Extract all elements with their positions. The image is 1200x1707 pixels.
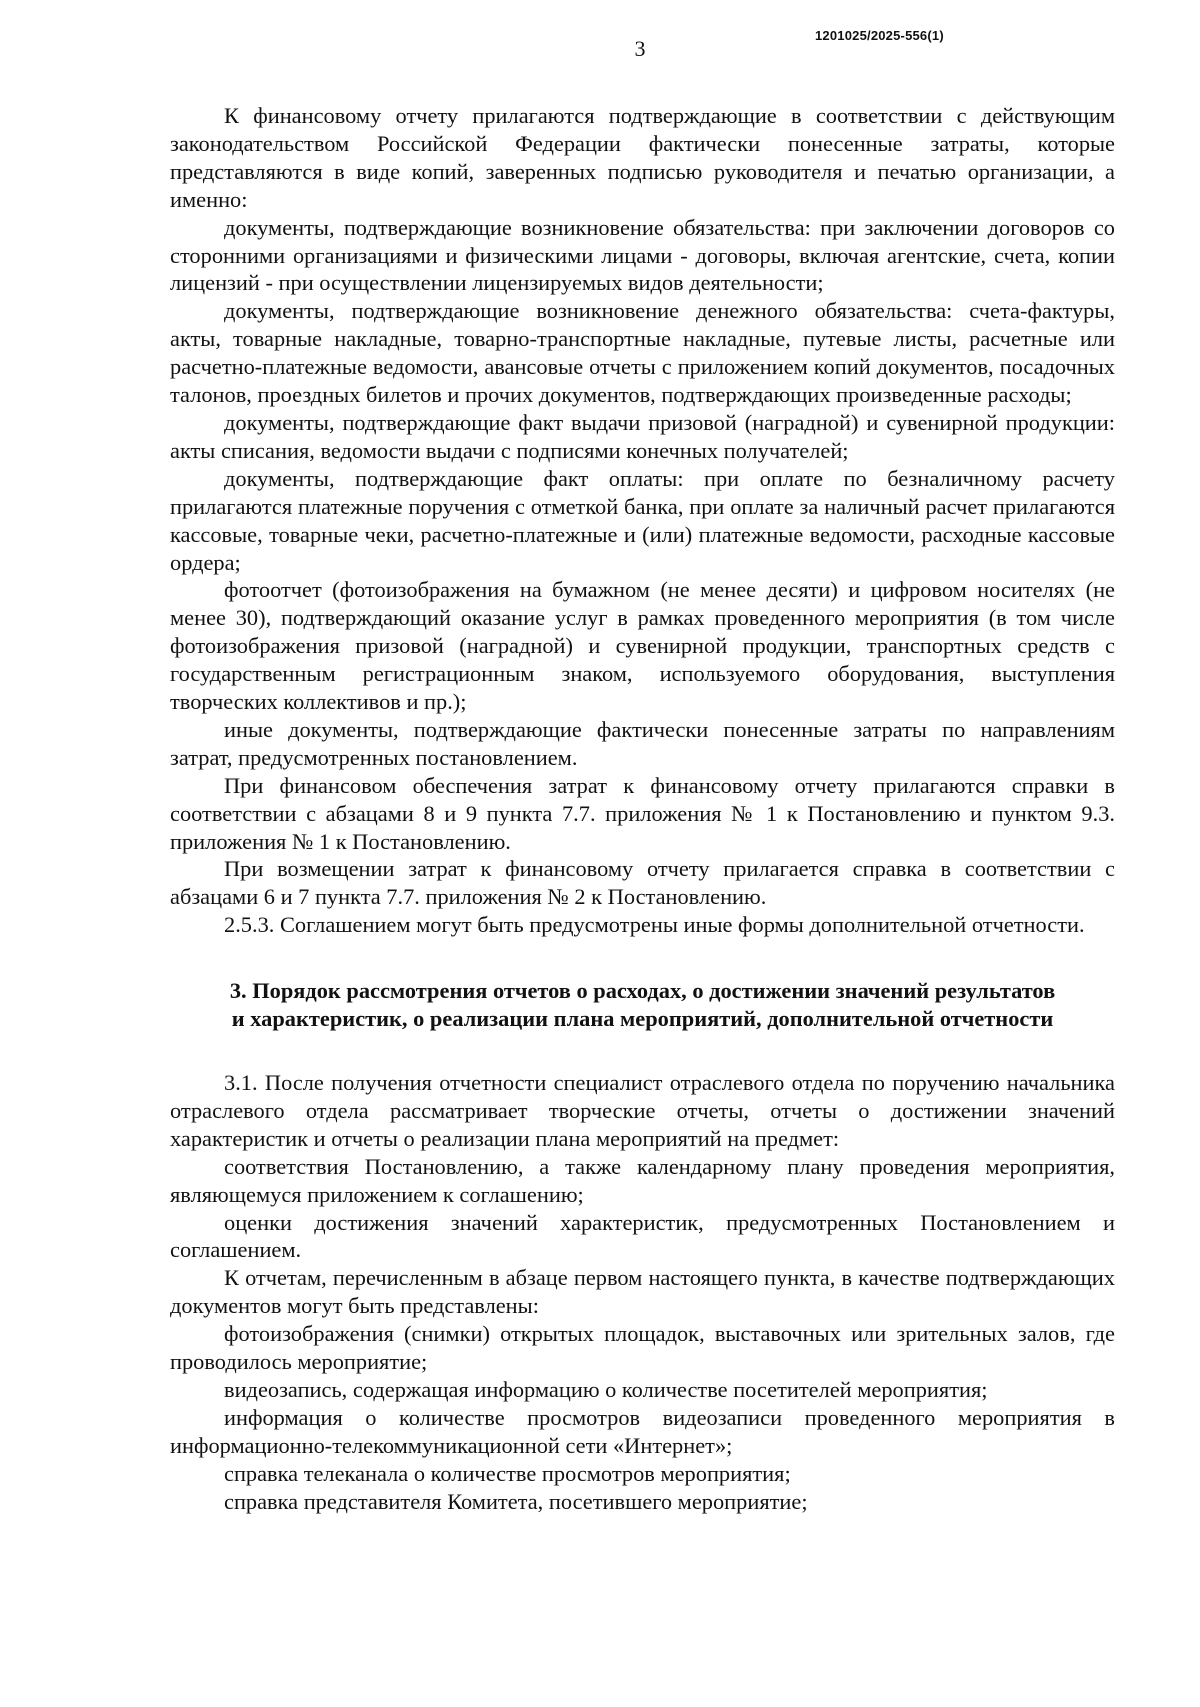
paragraph: При возмещении затрат к финансовому отчету прилагается справка в соответствии с абзацами 6 и 7 пункта 7.7. приложения № 2 к Постановлению.: [170, 856, 1115, 910]
paragraph: При финансовом обеспечения затрат к финансовому отчету прилагаются справки в соответствии с абзацами 8 и 9 пункта 7.7. приложения № 1 к Постановлению и пунктом 9.3. приложения № 1 к Постановлению.: [170, 772, 1115, 854]
section-heading-line: и характеристик, о реализации плана мероприятий, дополнительной отчетности: [231, 1006, 1054, 1032]
paragraph: К финансовому отчету прилагаются подтверждающие в соответствии с действующим законодательством Российской Федерации фактически понесенные затраты, которые представляются в виде копий, заверенных подписью руководителя и печатью организации, а именно:: [170, 103, 1115, 212]
paragraph: фотоотчет (фотоизображения на бумажном (не менее десяти) и цифровом носителях (не менее 30), подтверждающий оказание услуг в рамках проведенного мероприятия (в том числе фотоизображения призовой (наградной) и сувенирной продукции, транспортных средств с государственным регистрационным знаком, используемого оборудования, выступления творческих коллективов и пр.);: [170, 577, 1115, 715]
paragraph: оценки достижения значений характеристик, предусмотренных Постановлением и соглашением.: [170, 1209, 1115, 1263]
paragraph: справка телеканала о количестве просмотров мероприятия;: [224, 1460, 791, 1486]
paragraph: информация о количестве просмотров видеозаписи проведенного мероприятия в информационно-телекоммуникационной сети «Интернет»;: [170, 1404, 1115, 1458]
section-heading-line: 3. Порядок рассмотрения отчетов о расходах, о достижении значений результатов: [229, 978, 1056, 1004]
section-heading: [170, 977, 1115, 1033]
paragraph: документы, подтверждающие возникновение обязательства: при заключении договоров со сторонними организациями и физическими лицами - договоры, включая агентские, счета, копии лицензий - при осуществлении лицензируемых видов деятельности;: [170, 214, 1115, 296]
paragraph: 2.5.3. Соглашением могут быть предусмотрены иные формы дополнительной отчетности.: [224, 912, 1085, 938]
document-body: [170, 102, 1115, 1516]
paragraph: фотоизображения (снимки) открытых площадок, выставочных или зрительных залов, где проводилось мероприятие;: [170, 1321, 1115, 1375]
paragraph: К отчетам, перечисленным в абзаце первом настоящего пункта, в качестве подтверждающих документов могут быть представлены:: [170, 1265, 1115, 1319]
paragraph: документы, подтверждающие возникновение денежного обязательства: счета-фактуры, акты, товарные накладные, товарно-транспортные накладные, путевые листы, расчетные или расчетно-платежные ведомости, авансовые отчеты с приложением копий документов, посадочных талонов, проездных билетов и прочих документов, подтверждающих произведенные расходы;: [170, 298, 1115, 408]
paragraph: справка представителя Комитета, посетившего мероприятие;: [224, 1488, 808, 1514]
document-code: 1201025/2025-556(1): [815, 28, 944, 43]
paragraph: документы, подтверждающие факт оплаты: при оплате по безналичному расчету прилагаются платежные поручения с отметкой банка, при оплате за наличный расчет прилагаются кассовые, товарные чеки, расчетно-платежные и (или) платежные ведомости, расходные кассовые ордера;: [170, 465, 1115, 575]
paragraph: 3.1. После получения отчетности специалист отраслевого отдела по поручению начальника отраслевого отдела рассматривает творческие отчеты, отчеты о достижении значений характеристик и отчеты о реализации плана мероприятий на предмет:: [170, 1070, 1115, 1151]
paragraph: видеозапись, содержащая информацию о количестве посетителей мероприятия;: [224, 1376, 988, 1402]
paragraph: соответствия Постановлению, а также календарному плану проведения мероприятия, являющемуся приложением к соглашению;: [170, 1153, 1115, 1207]
paragraph: иные документы, подтверждающие фактически понесенные затраты по направлениям затрат, предусмотренных постановлением.: [170, 716, 1115, 770]
page-number: 3: [634, 36, 646, 61]
paragraph: документы, подтверждающие факт выдачи призовой (наградной) и сувенирной продукции: акты списания, ведомости выдачи с подписями конечных получателей;: [170, 409, 1115, 463]
